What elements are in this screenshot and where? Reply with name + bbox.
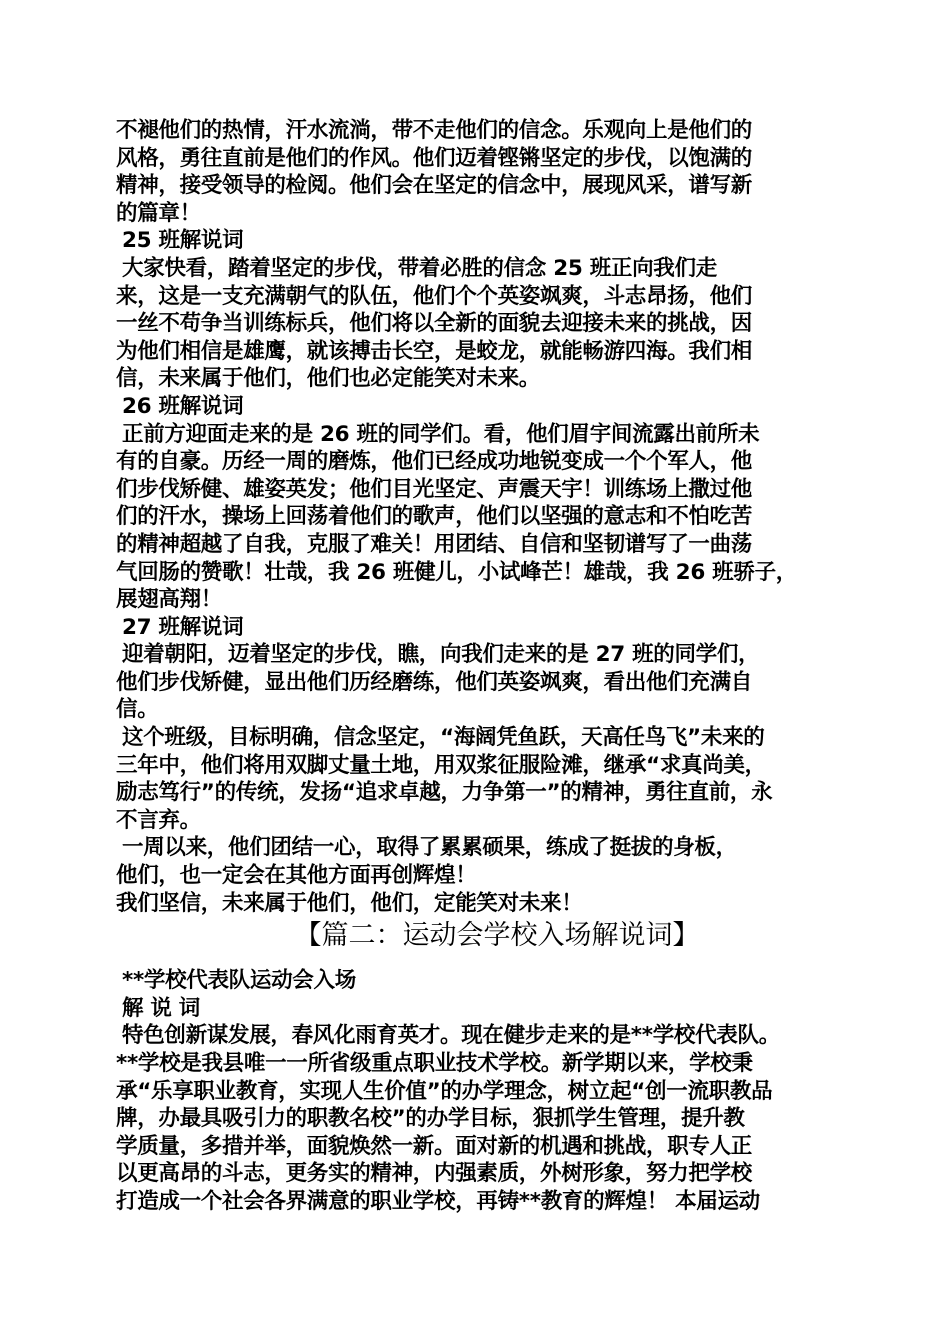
text-line: 的篇章！ (116, 200, 201, 226)
class-26-section (116, 393, 846, 614)
text-line: 不褪他们的热情，汗水流淌，带不走他们的信念。乐观向上是他们的 (116, 118, 753, 143)
text-line: 承“乐享职业教育，实现人生价值”的办学理念，树立起“创一流职教品 (116, 1078, 773, 1104)
text-line: 以更高昂的斗志，更务实的精神，内强素质，外树形象，努力把学校 (116, 1161, 753, 1187)
text-line: 来，这是一支充满朝气的队伍，他们个个英姿飒爽，斗志昂扬，他们 (116, 283, 753, 309)
text-line: 这个班级，目标明确，信念坚定，“海阔凭鱼跃，天高任鸟飞”未来的 (122, 725, 765, 751)
text-line: 他们步伐矫健，显出他们历经磨练，他们英姿飒爽，看出他们充满自 (116, 669, 753, 695)
text-line: 一周以来，他们团结一心，取得了累累硕果，练成了挺拔的身板， (122, 835, 737, 861)
text-line: 大家快看，踏着坚定的步伐，带着必胜的信念 25 班正向我们走 (122, 255, 717, 281)
class-27-section (116, 614, 846, 918)
text-line: 不言弃。 (116, 807, 201, 833)
class-25-heading: 25 班解说词 (122, 228, 244, 254)
text-line: 信。 (116, 697, 159, 723)
text-line: 特色创新谋发展，春风化雨育英才。现在健步走来的是**学校代表队。 (122, 1023, 780, 1049)
text-line: 气回肠的赞歌！壮哉，我 26 班健儿，小试峰芒！雄哉，我 26 班骄子， (116, 559, 797, 585)
class-27-heading: 27 班解说词 (122, 614, 244, 640)
text-line: 展翅高翔！ (116, 587, 223, 613)
text-line: 为他们相信是雄鹰，就该搏击长空，是蛟龙，就能畅游四海。我们相 (116, 338, 753, 364)
section-subtitle: **学校代表队运动会入场 (122, 968, 356, 994)
document-page (116, 117, 846, 1216)
text-line: 们步伐矫健、雄姿英发；他们目光坚定、声震天宇！训练场上撒过他 (116, 476, 753, 502)
text-line: 的精神超越了自我，克服了难关！用团结、自信和坚韧谱写了一曲荡 (116, 531, 753, 557)
section-label: 解 说 词 (122, 995, 200, 1021)
section-2-body (116, 967, 846, 1215)
text-line: 正前方迎面走来的是 26 班的同学们。看，他们眉宇间流露出前所未 (122, 421, 760, 447)
text-line: 牌，办最具吸引力的职教名校”的办学目标，狠抓学生管理，提升教 (116, 1106, 745, 1132)
text-line: 三年中，他们将用双脚丈量土地，用双浆征服险滩，继承“求真尚美， (116, 752, 766, 778)
text-line: 一丝不苟争当训练标兵，他们将以全新的面貌去迎接未来的挑战，因 (116, 311, 753, 337)
text-line: 有的自豪。历经一周的磨炼，他们已经成功地锐变成一个个军人，他 (116, 449, 753, 475)
text-line: 风格，勇往直前是他们的作风。他们迈着铿锵坚定的步伐，以饱满的 (116, 145, 753, 171)
class-25-section (116, 227, 846, 393)
class-26-heading: 26 班解说词 (122, 393, 244, 419)
text-line: 励志笃行”的传统，发扬“追求卓越，力争第一”的精神，勇往直前，永 (116, 780, 773, 806)
text-line: 精神，接受领导的检阅。他们会在坚定的信念中，展现风采，谱写新 (116, 173, 753, 199)
text-line: **学校是我县唯一一所省级重点职业技术学校。新学期以来，学校秉 (116, 1051, 753, 1076)
text-line: 们的汗水，操场上回荡着他们的歌声，他们以坚强的意志和不怕吃苦 (116, 504, 753, 530)
intro-paragraph (116, 117, 846, 227)
section-title: 【篇二：运动会学校入场解说词】 (294, 920, 700, 952)
text-line: 他们，也一定会在其他方面再创辉煌！ (116, 863, 477, 889)
text-line: 我们坚信，未来属于他们，他们，定能笑对未来！ (116, 890, 583, 916)
text-line: 学质量，多措并举，面貌焕然一新。面对新的机遇和挑战，职专人正 (116, 1133, 753, 1159)
text-line: 打造成一个社会各界满意的职业学校，再铸**教育的辉煌！ 本届运动 (116, 1188, 760, 1214)
text-line: 信，未来属于他们，他们也必定能笑对未来。 (116, 366, 541, 392)
text-line: 迎着朝阳，迈着坚定的步伐，瞧，向我们走来的是 27 班的同学们， (122, 642, 760, 668)
